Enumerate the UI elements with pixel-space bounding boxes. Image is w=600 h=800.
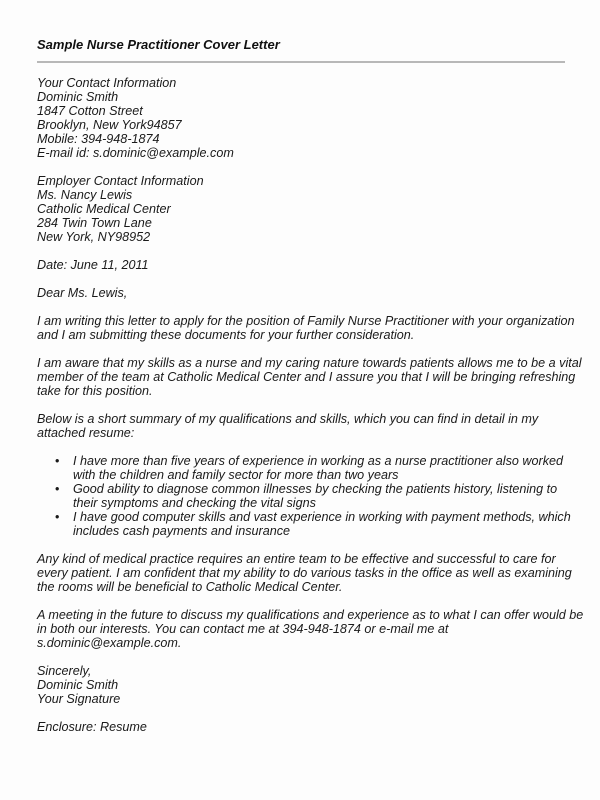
text-line: Sincerely,	[37, 664, 92, 678]
text-line: Brooklyn, New York94857	[37, 118, 182, 132]
text-line: Any kind of medical practice requires an entire team to be effective and successful to care for	[37, 552, 556, 566]
text-line: Ms. Nancy Lewis	[37, 188, 133, 202]
skills-paragraph	[37, 356, 582, 398]
text-line: Below is a short summary of my qualifications and skills, which you can find in detail in my	[37, 412, 539, 426]
text-line: Enclosure: Resume	[37, 720, 147, 734]
sender-contact	[37, 76, 577, 160]
text-line: Dominic Smith	[37, 90, 119, 104]
text-line: attached resume:	[37, 426, 135, 440]
closing-paragraph	[37, 608, 584, 650]
text-line: 284 Twin Town Lane	[37, 216, 152, 230]
qualifications-list	[37, 454, 577, 538]
list-item	[37, 454, 577, 482]
document-title: Sample Nurse Practitioner Cover Letter	[37, 37, 280, 52]
text-line: I am aware that my skills as a nurse and my caring nature towards patients allows me to be a vital	[37, 356, 582, 370]
salutation	[37, 286, 577, 300]
text-line: s.dominic@example.com.	[37, 636, 182, 650]
bullet-icon: •	[55, 510, 60, 524]
signoff	[37, 664, 577, 706]
text-line: New York, NY98952	[37, 230, 151, 244]
text-line: I have more than five years of experience in working as a nurse practitioner also worked	[73, 454, 564, 468]
text-line: member of the team at Catholic Medical Center and I assure you that I will be bringing refreshing	[37, 370, 576, 384]
text-line: Catholic Medical Center	[37, 202, 171, 216]
text-line: Your Contact Information	[37, 76, 177, 90]
list-item	[37, 482, 577, 510]
text-line: I have good computer skills and vast experience in working with payment methods, which	[73, 510, 571, 524]
intro-paragraph	[37, 314, 577, 342]
text-line: in both our interests. You can contact me at 394-948-1874 or e-mail me at	[37, 622, 449, 636]
text-line: every patient. I am confident that my ability to do various tasks in the office as well as examining	[37, 566, 572, 580]
text-line: Your Signature	[37, 692, 121, 706]
letter-body	[37, 76, 584, 748]
text-line: Dear Ms. Lewis,	[37, 286, 128, 300]
text-line: Mobile: 394-948-1874	[37, 132, 160, 146]
text-line: take for this position.	[37, 384, 153, 398]
list-item	[37, 510, 577, 538]
employer-contact	[37, 174, 577, 244]
bullet-icon: •	[55, 454, 60, 468]
team-paragraph	[37, 552, 577, 594]
text-line: Employer Contact Information	[37, 174, 204, 188]
text-line: includes cash payments and insurance	[73, 524, 291, 538]
text-line: Dominic Smith	[37, 678, 119, 692]
text-line: E-mail id: s.dominic@example.com	[37, 146, 234, 160]
text-line: 1847 Cotton Street	[37, 104, 143, 118]
text-line: with the children and family sector for more than two years	[73, 468, 399, 482]
text-line: I am writing this letter to apply for the position of Family Nurse Practitioner with your organization	[37, 314, 575, 328]
text-line: the rooms will be beneficial to Catholic Medical Center.	[37, 580, 343, 594]
text-line: Date: June 11, 2011	[37, 258, 149, 272]
text-line: A meeting in the future to discuss my qualifications and experience as to what I can offer would be	[37, 608, 584, 622]
enclosure	[37, 720, 577, 734]
text-line: their symptoms and checking the vital signs	[73, 496, 316, 510]
date	[37, 258, 577, 272]
text-line: Good ability to diagnose common illnesses by checking the patients history, listening to	[73, 482, 558, 496]
bullet-icon: •	[55, 482, 60, 496]
summary-paragraph	[37, 412, 577, 440]
title-divider	[37, 61, 565, 63]
text-line: and I am submitting these documents for your further consideration.	[37, 328, 415, 342]
